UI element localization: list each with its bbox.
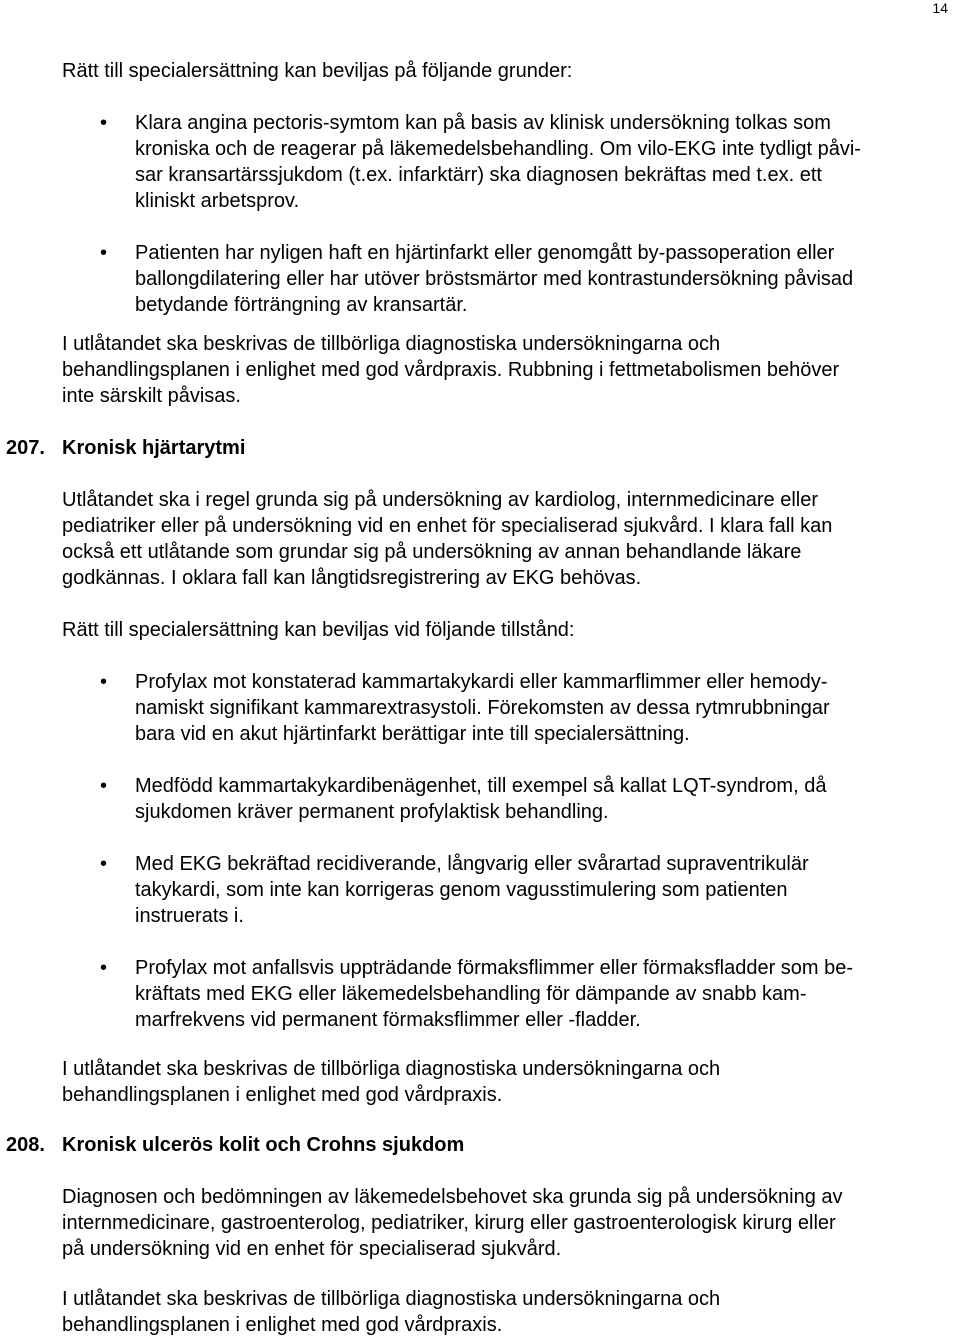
section-208-paragraph: Diagnosen och bedömningen av läkemedelsbehovet ska grunda sig på undersökning av internmedicinare, gastroenterolog, pediatriker, kirurg eller gastroenterologisk kirurg eller på undersökning vid en enhet för specialiserad sjukvård. [62,1186,843,1260]
list-item: • Medfödd kammartakykardibenägenhet, till exempel så kallat LQT-syndrom, då sjukdomen kräver permanent profylaktisk behandling. [100,775,827,823]
intro-closing: I utlåtandet ska beskrivas de tillbörliga diagnostiska undersökningarna och behandlingsplanen i enlighet med god vårdpraxis. Rubbning i fettmetabolismen behöver inte särskilt påvisas. [62,333,840,407]
section-number: 207. [6,437,45,459]
bullet-icon: • [100,957,108,979]
list-item: • Profylax mot anfallsvis uppträdande förmaksflimmer eller förmaksfladder som be- kräftats med EKG eller läkemedelsbehandling för dämpande av snabb kam- marfrekvens vid permanent förmaksflimmer eller -fladder. [100,957,854,1031]
bullet-icon: • [100,853,108,875]
section-208-closing: I utlåtandet ska beskrivas de tillbörliga diagnostiska undersökningarna och behandlingsplanen i enlighet med god vårdpraxis. [62,1288,721,1336]
section-208-heading [6,1132,958,1158]
page-number: 14 [932,0,948,16]
section-207-criteria-list [62,669,958,1033]
bullet-icon: • [100,775,108,797]
section-207-paragraph: Utlåtandet ska i regel grunda sig på undersökning av kardiolog, internmedicinare eller pediatriker eller på undersökning vid en enhet för specialiserad sjukvård. I klara fall kan också ett utlåtande som grundar sig på undersökning av annan behandlande läkare godkännas. I oklara fall kan långtidsregistrering av EKG behövas. [62,489,833,589]
bullet-icon: • [100,242,108,264]
section-207-heading-criteria: Rätt till specialersättning kan beviljas vid följande tillstånd: [62,619,575,641]
list-item: • Profylax mot konstaterad kammartakykardi eller kammarflimmer eller hemody- namiskt signifikant kammarextrasystoli. Förekomsten av dessa rytmrubbningar bara vid en akut hjärtinfarkt berättigar inte till specialersättning. [100,671,830,745]
list-item: • Patienten har nyligen haft en hjärtinfarkt eller genomgått by-passoperation eller ballongdilatering eller har utöver bröstsmärtor med kontrastundersökning påvisad betydande förträngning av kransartär. [100,242,854,316]
bullet-icon: • [100,671,108,693]
intro-heading: Rätt till specialersättning kan beviljas på följande grunder: [62,60,573,82]
section-207-closing: I utlåtandet ska beskrivas de tillbörliga diagnostiska undersökningarna och behandlingsplanen i enlighet med god vårdpraxis. [62,1058,721,1106]
section-title: Kronisk hjärtarytmi [62,437,246,459]
list-item: • Med EKG bekräftad recidiverande, långvarig eller svårartad supraventrikulär takykardi, som inte kan korrigeras genom vagusstimulering som patienten instruerats i. [100,853,809,927]
section-number: 208. [6,1134,45,1156]
intro-criteria-list [62,110,958,318]
bullet-icon: • [100,112,108,134]
section-title: Kronisk ulcerös kolit och Crohns sjukdom [62,1134,465,1156]
section-207-heading [6,435,958,461]
list-item: • Klara angina pectoris-symtom kan på basis av klinisk undersökning tolkas som kroniska och de reagerar på läkemedelsbehandling. Om vilo-EKG inte tydligt påvi- sar kransartärssjukdom (t.ex. infarktärr) ska diagnosen bekräftas med t.ex. ett kliniskt arbetsprov. [100,112,861,212]
document-body [6,58,958,1338]
